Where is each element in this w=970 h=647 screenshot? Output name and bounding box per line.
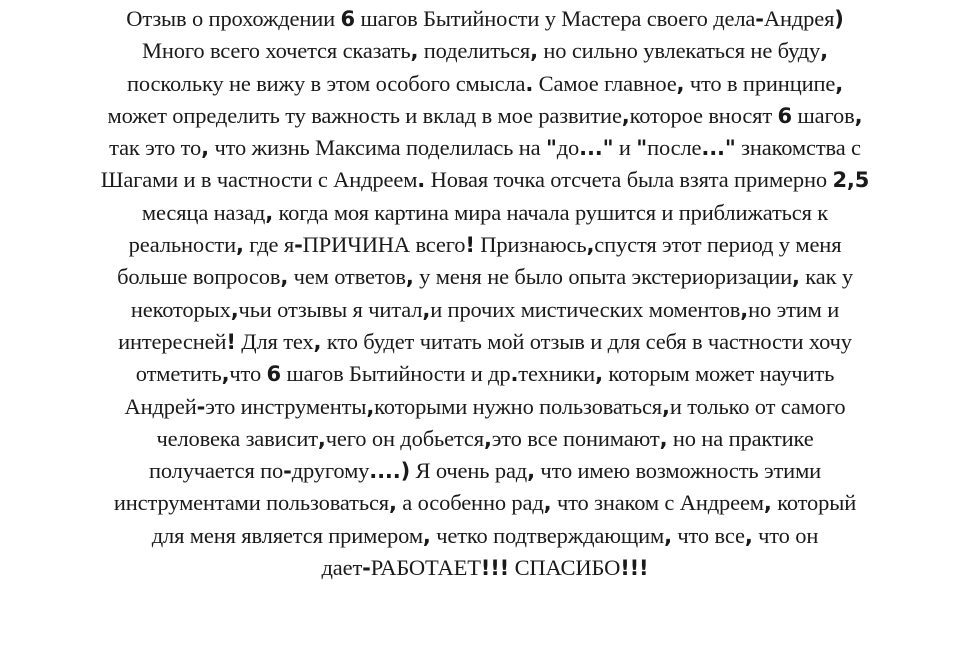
bold-glyph: ....) <box>369 459 411 484</box>
text-run: что знаком с Андреем <box>551 490 764 516</box>
bold-glyph: , <box>854 103 863 128</box>
bold-glyph: ..." <box>701 136 736 161</box>
text-run: получается по <box>148 458 284 484</box>
bold-glyph: , <box>366 394 375 419</box>
bold-glyph: , <box>835 71 844 96</box>
text-run: но сильно увлекаться не буду <box>537 38 821 64</box>
bold-glyph: , <box>791 265 800 290</box>
bold-glyph: , <box>201 136 209 161</box>
bold-glyph: , <box>410 39 419 64</box>
review-line <box>0 358 970 390</box>
text-run: ПРИЧИНА всего <box>302 232 466 258</box>
text-run: дает <box>321 555 363 581</box>
bold-glyph: 6 <box>340 7 356 31</box>
bold-glyph: . <box>510 362 519 387</box>
review-line <box>0 229 970 261</box>
text-run: интересней <box>118 328 227 354</box>
bold-glyph: ! <box>226 329 236 354</box>
text-run: Шагами и в частности с Андреем <box>100 167 418 193</box>
text-run: которым может научить <box>602 361 835 387</box>
text-run: Я очень рад <box>410 458 528 484</box>
text-run: так это то <box>109 135 202 161</box>
review-line <box>0 3 970 35</box>
bold-glyph: . <box>525 71 534 96</box>
text-run: до <box>556 135 580 161</box>
text-run: реальности <box>128 232 236 258</box>
review-line <box>0 132 970 164</box>
bold-glyph: , <box>763 491 772 516</box>
text-run: отметить <box>135 361 222 387</box>
bold-glyph: 6 <box>777 103 793 128</box>
bold-glyph: ! <box>465 233 475 258</box>
bold-glyph: , <box>543 491 552 516</box>
bold-glyph: - <box>294 233 303 258</box>
bold-glyph: !!! <box>620 556 649 581</box>
bold-glyph: , <box>313 329 322 354</box>
bold-glyph: , <box>659 426 668 451</box>
text-run: Новая точка отсчета была взята примерно <box>425 167 833 193</box>
bold-glyph: , <box>621 103 630 128</box>
text-run: кто будет читать мой отзыв и для себя в частности хочу <box>321 328 852 354</box>
text-run: как у <box>799 264 853 290</box>
text-run: Признаюсь <box>474 232 587 258</box>
text-run: а особенно рад <box>396 490 544 516</box>
text-run: что он <box>752 522 819 548</box>
text-run: и <box>613 135 637 161</box>
text-run: что <box>229 361 267 387</box>
text-run: больше вопросов <box>117 264 281 290</box>
text-run: у меня не было опыта экстериоризации <box>413 264 792 290</box>
text-run: знакомства с <box>735 135 861 161</box>
review-line <box>0 552 970 584</box>
text-run: Самое главное <box>533 70 677 96</box>
text-run: что в принципе <box>684 70 836 96</box>
review-line <box>0 68 970 100</box>
text-run: чем ответов <box>288 264 406 290</box>
text-run: месяца назад <box>141 199 266 225</box>
review-line <box>0 423 970 455</box>
bold-glyph: " <box>545 136 557 161</box>
review-line <box>0 261 970 293</box>
bold-glyph: , <box>586 233 595 258</box>
bold-glyph: , <box>422 523 431 548</box>
bold-glyph: . <box>417 168 426 193</box>
bold-glyph: " <box>636 136 648 161</box>
review-line <box>0 455 970 487</box>
review-line <box>0 294 970 326</box>
text-run: спустя этот период у меня <box>594 232 842 258</box>
bold-glyph: , <box>280 265 289 290</box>
text-run: для меня является примером <box>151 522 423 548</box>
text-run: где я <box>243 232 295 258</box>
text-run: что жизнь Максима поделилась на <box>208 135 546 161</box>
text-run: другому <box>291 458 370 484</box>
bold-glyph: , <box>389 491 397 516</box>
text-run: но на практике <box>667 425 814 451</box>
bold-glyph: ) <box>834 7 844 31</box>
review-line <box>0 487 970 519</box>
text-run: и прочих мистических моментов <box>430 296 741 322</box>
text-run: что имею возможность этими <box>534 458 822 484</box>
text-run: Отзыв о прохождении <box>126 6 341 31</box>
text-run: который <box>771 490 857 516</box>
text-run: Для тех <box>235 328 314 354</box>
bold-glyph: , <box>744 523 753 548</box>
text-run: инструментами пользоваться <box>113 490 389 516</box>
review-line <box>0 164 970 196</box>
text-run: и только от самого <box>669 393 846 419</box>
text-run: РАБОТАЕТ <box>370 555 481 581</box>
text-run: четко подтверждающим <box>430 522 665 548</box>
review-line <box>0 35 970 67</box>
text-run: но этим и <box>748 296 840 322</box>
review-text <box>0 3 970 584</box>
bold-glyph: - <box>196 394 206 419</box>
review-line <box>0 326 970 358</box>
bold-glyph: - <box>362 556 371 581</box>
text-run: что все <box>671 522 745 548</box>
text-run: шагов <box>792 102 855 128</box>
text-run: техники <box>518 361 596 387</box>
text-run: некоторых <box>130 296 231 322</box>
review-line <box>0 391 970 423</box>
text-run: человека зависит <box>156 425 318 451</box>
bold-glyph: , <box>405 265 414 290</box>
text-run: может определить ту важность и вклад в мое развитие <box>107 102 622 128</box>
bold-glyph: 6 <box>266 362 281 387</box>
review-line <box>0 197 970 229</box>
bold-glyph: , <box>664 523 672 548</box>
text-run: шагов Бытийности и др <box>281 361 511 387</box>
bold-glyph: !!! <box>480 556 510 581</box>
bold-glyph: ..." <box>579 136 614 161</box>
bold-glyph: - <box>755 7 764 31</box>
text-run: СПАСИБО <box>509 555 621 581</box>
bold-glyph: , <box>740 297 749 322</box>
bold-glyph: 2,5 <box>832 168 870 193</box>
text-run: Много всего хочется сказать <box>142 38 411 64</box>
review-line <box>0 100 970 132</box>
bold-glyph: , <box>820 39 828 64</box>
bold-glyph: - <box>283 459 292 484</box>
text-run: поделиться <box>418 38 531 64</box>
text-run: чьи отзывы я читал <box>238 296 423 322</box>
text-run: после <box>647 135 702 161</box>
bold-glyph: , <box>236 233 244 258</box>
text-run: шагов Бытийности у Мастера своего дела <box>355 6 756 31</box>
bold-glyph: , <box>221 362 230 387</box>
bold-glyph: , <box>317 426 326 451</box>
review-line <box>0 520 970 552</box>
bold-glyph: , <box>662 394 670 419</box>
text-run: Андрей <box>124 393 197 419</box>
bold-glyph: , <box>230 297 239 322</box>
text-run: чего он добьется <box>325 425 484 451</box>
bold-glyph: , <box>527 459 535 484</box>
bold-glyph: , <box>530 39 538 64</box>
bold-glyph: , <box>595 362 603 387</box>
bold-glyph: , <box>676 71 685 96</box>
text-run: которое вносят <box>629 102 778 128</box>
text-run: это инструменты <box>205 393 367 419</box>
text-run: это все понимают <box>491 425 660 451</box>
text-run: поскольку не вижу в этом особого смысла <box>126 70 526 96</box>
text-run: Андрея <box>763 6 835 31</box>
bold-glyph: , <box>422 297 431 322</box>
text-run: когда моя картина мира начала рушится и приближаться к <box>273 199 829 225</box>
bold-glyph: , <box>265 200 274 225</box>
text-run: которыми нужно пользоваться <box>374 393 662 419</box>
bold-glyph: , <box>483 426 492 451</box>
